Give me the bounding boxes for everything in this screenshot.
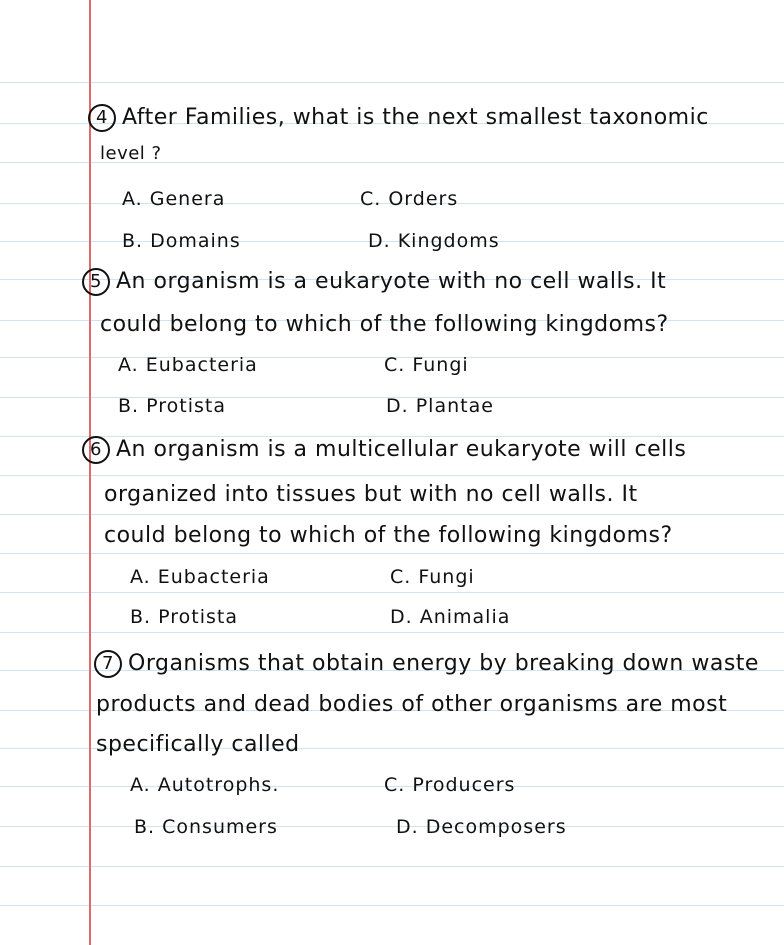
question-5-option-c: C. Fungi	[384, 354, 469, 376]
ruled-line	[0, 632, 784, 633]
question-4-line-2: level ?	[100, 143, 162, 164]
question-5-option-a: A. Eubacteria	[118, 354, 258, 376]
ruled-line	[0, 592, 784, 593]
ruled-line	[0, 82, 784, 83]
question-7-option-d: D. Decomposers	[396, 816, 567, 838]
question-7-line-1	[94, 650, 759, 678]
question-7-option-b: B. Consumers	[134, 816, 278, 838]
ruled-line	[0, 514, 784, 515]
ruled-line	[0, 866, 784, 867]
question-number: 4	[88, 104, 116, 132]
question-6-line-2: organized into tissues but with no cell walls. It	[104, 482, 638, 507]
question-text: After Families, what is the next smallest taxonomic	[122, 105, 709, 130]
question-6-option-b: B. Protista	[130, 606, 238, 628]
margin-line	[89, 0, 91, 945]
question-text: An organism is a multicellular eukaryote will cells	[116, 437, 687, 462]
question-7-line-2: products and dead bodies of other organisms are most	[96, 692, 728, 717]
question-6-option-c: C. Fungi	[390, 566, 475, 588]
question-6-option-a: A. Eubacteria	[130, 566, 270, 588]
question-6-line-3: could belong to which of the following kingdoms?	[104, 523, 673, 548]
question-6-line-1	[82, 436, 686, 464]
question-text: An organism is a eukaryote with no cell walls. It	[116, 269, 667, 294]
question-4-option-a: A. Genera	[122, 188, 226, 210]
question-5-option-d: D. Plantae	[386, 395, 494, 417]
ruled-line	[0, 826, 784, 827]
question-4-line-1	[88, 104, 709, 132]
question-number: 7	[94, 650, 122, 678]
question-4-option-b: B. Domains	[122, 230, 241, 252]
question-number: 6	[82, 436, 110, 464]
question-6-option-d: D. Animalia	[390, 606, 511, 628]
question-5-line-1	[82, 268, 666, 296]
ruled-line	[0, 553, 784, 554]
question-number: 5	[82, 268, 110, 296]
question-5-option-b: B. Protista	[118, 395, 226, 417]
question-text: Organisms that obtain energy by breaking down waste	[128, 651, 759, 676]
question-7-line-3: specifically called	[96, 732, 300, 757]
question-7-option-c: C. Producers	[384, 774, 516, 796]
question-4-option-c: C. Orders	[360, 188, 459, 210]
ruled-line	[0, 475, 784, 476]
question-5-line-2: could belong to which of the following kingdoms?	[100, 312, 669, 337]
question-7-option-a: A. Autotrophs.	[130, 774, 280, 796]
ruled-line	[0, 905, 784, 906]
question-4-option-d: D. Kingdoms	[368, 230, 500, 252]
